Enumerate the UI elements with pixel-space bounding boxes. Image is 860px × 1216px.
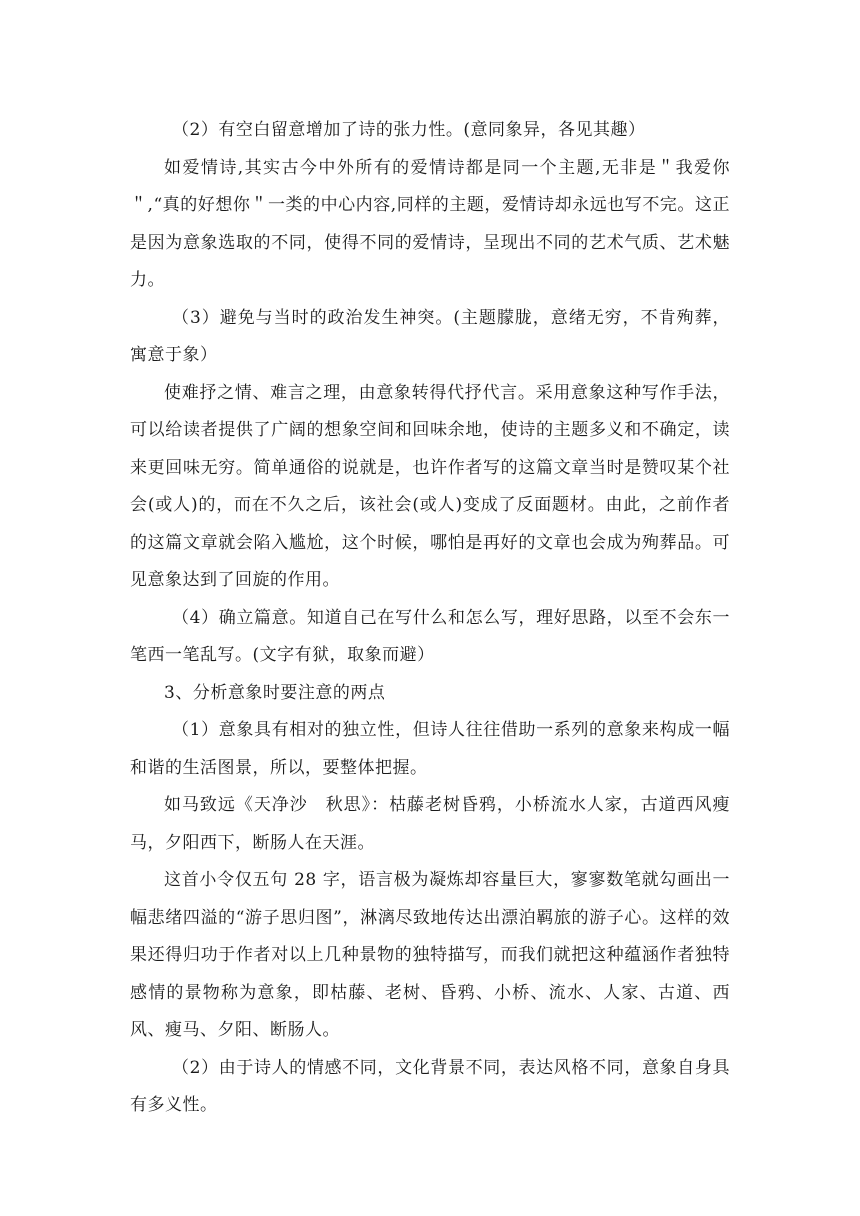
paragraph-poem-example: 如马致远《天净沙 秋思》：枯藤老树昏鸦，小桥流水人家，古道西风瘦马，夕阳西下，断肠人在天涯。 — [130, 795, 730, 853]
paragraph-point-2: （2）有空白留意增加了诗的张力性。(意同象异，各见其趣） — [172, 120, 646, 140]
paragraph-analysis-point-1: （1）意象具有相对的独立性，但诗人往往借助一系列的意象来构成一幅和谐的生活图景，所以，要整体把握。 — [130, 720, 730, 778]
paragraph-analysis-point-2: （2）由于诗人的情感不同，文化背景不同，表达风格不同，意象自身具有多义性。 — [130, 1057, 730, 1115]
section-heading-analysis: 3、分析意象时要注意的两点 — [164, 682, 386, 703]
paragraph-love-poems: 如爱情诗,其实古今中外所有的爱情诗都是同一个主题,无非是＂我爱你＂,“真的好想你＂一类的中心内容,同样的主题，爱情诗却永远也写不完。这正是因为意象选取的不同，使得不同的爱情诗，呈现出不同的艺术气质、艺术魅力。 — [130, 157, 730, 290]
paragraph-poem-analysis: 这首小令仅五句 28 字，语言极为凝炼却容量巨大，寥寥数笔就勾画出一幅悲绪四溢的“游子思归图”，淋漓尽致地传达出漂泊羁旅的游子心。这样的效果还得归功于作者对以上几种景物的独特描写，而我们就把这种蕴涵作者独特感情的景物称为意象，即枯藤、老树、昏鸦、小桥、流水、人家、古道、西风、瘦马、夕阳、断肠人。 — [130, 870, 730, 1040]
paragraph-point-3: （3）避免与当时的政治发生神突。(主题朦胧，意绪无穷，不肯殉葬，寓意于象） — [130, 307, 730, 365]
document-page — [130, 112, 730, 1125]
paragraph-imagery-explanation: 使难抒之情、难言之理，由意象转得代抒代言。采用意象这种写作手法，可以给读者提供了广阔的想象空间和回味余地，使诗的主题多义和不确定，读来更回味无穷。简单通俗的说就是，也许作者写的这篇文章当时是赞叹某个社会(或人)的，而在不久之后，该社会(或人)变成了反面题材。由此，之前作者的这篇文章就会陷入尴尬，这个时候，哪怕是再好的文章也会成为殉葬品。可见意象达到了回旋的作用。 — [130, 382, 730, 590]
paragraph-point-4: （4）确立篇意。知道自己在写什么和怎么写，理好思路，以至不会东一笔西一笔乱写。(文字有狱，取象而避） — [130, 607, 730, 665]
